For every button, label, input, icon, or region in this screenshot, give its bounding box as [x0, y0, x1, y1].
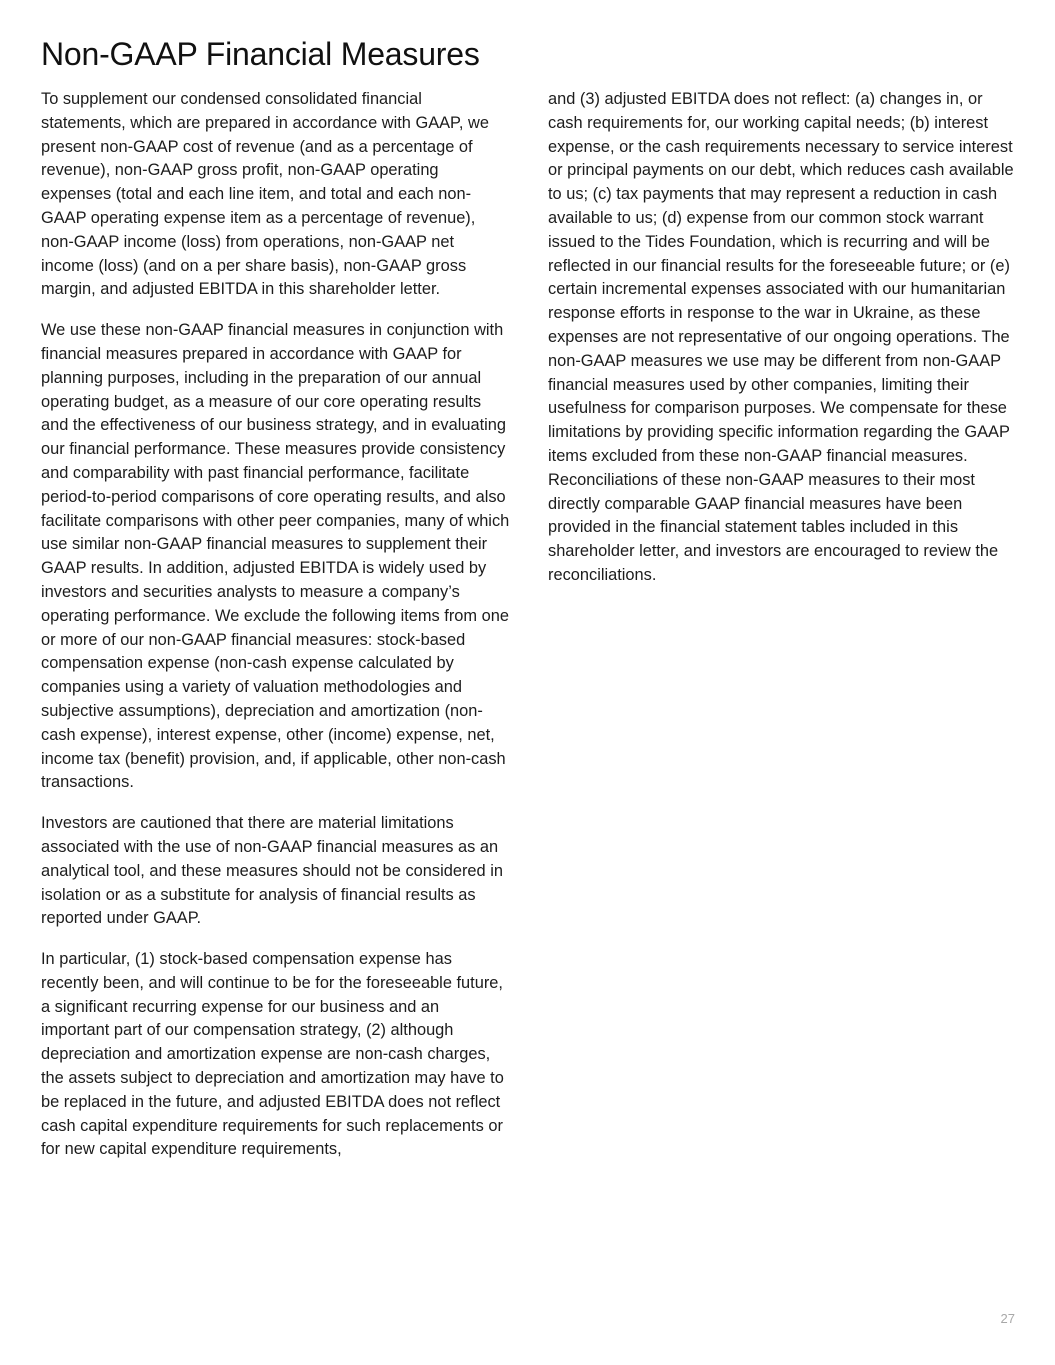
- page-number: 27: [1000, 1311, 1015, 1326]
- paragraph-limitations-caution: Investors are cautioned that there are material limitations associated with the use of non-GAAP financial measures as an analytical tool, and these measures should not be considered in isolation or as a substitute for analysis of financial results as reported under GAAP.: [41, 814, 503, 928]
- paragraph-use-of-measures: We use these non-GAAP financial measures in conjunction with financial measures prepared in accordance with GAAP for planning purposes, including in the preparation of our annual operating budget, as a measure of our core operating results and the effectiveness of our business strategy, and in evaluating our financial performance. These measures provide consistency and comparability with past financial performance, facilitate period-to-period comparisons of core operating results, and also facilitate comparisons with other peer companies, many of which use similar non-GAAP financial measures to supplement their GAAP results. In addition, adjusted EBITDA is widely used by investors and securities analysts to measure a company’s operating performance. We exclude the following items from one or more of our non-GAAP financial measures: stock-based compensation expense (non-cash expense calculated by companies using a variety of valuation methodologies and subjective assumptions), depreciation and amortization (non-cash expense), interest expense, other (income) expense, net, income tax (benefit) provision, and, if applicable, other non-cash transactions.: [41, 321, 510, 792]
- page-title: Non-GAAP Financial Measures: [41, 36, 480, 72]
- paragraph-ebitda-limitations-continued: and (3) adjusted EBITDA does not reflect: (a) changes in, or cash requirements for, our working capital needs; (b) interest expense, or the cash requirements necessary to service interest or principal payments on our debt, which reduces cash available to us; (c) tax payments that may represent a reduction in cash available to us; (d) expense from our common stock warrant issued to the Tides Foundation, which is recurring and will be reflected in our financial results for the foreseeable future; or (e) certain incremental expenses associated with our humanitarian response efforts in response to the war in Ukraine, as these expenses are not representative of our ongoing operations. The non-GAAP measures we use may be different from non-GAAP financial measures used by other companies, limiting their usefulness for comparison purposes. We compensate for these limitations by providing specific information regarding the GAAP items excluded from these non-GAAP financial measures. Reconciliations of these non-GAAP measures to their most directly comparable GAAP financial measures have been provided in the financial statement tables included in this shareholder letter, and investors are encouraged to review the reconciliations.: [548, 90, 1014, 584]
- right-text-column: [548, 88, 1018, 605]
- left-text-column: [41, 88, 511, 1179]
- paragraph-limitations-detail: In particular, (1) stock-based compensation expense has recently been, and will continue to be for the foreseeable future, a significant recurring expense for our business and an important part of our compensation strategy, (2) although depreciation and amortization expense are non-cash charges, the assets subject to depreciation and amortization may have to be replaced in the future, and adjusted EBITDA does not reflect cash capital expenditure requirements for such replacements or for new capital expenditure requirements,: [41, 950, 504, 1159]
- paragraph-supplement-intro: To supplement our condensed consolidated financial statements, which are prepared in accordance with GAAP, we present non-GAAP cost of revenue (and as a percentage of revenue), non-GAAP gross profit, non-GAAP operating expenses (total and each line item, and total and each non-GAAP operating expense item as a percentage of revenue), non-GAAP income (loss) from operations, non-GAAP net income (loss) (and on a per share basis), non-GAAP gross margin, and adjusted EBITDA in this shareholder letter.: [41, 90, 489, 299]
